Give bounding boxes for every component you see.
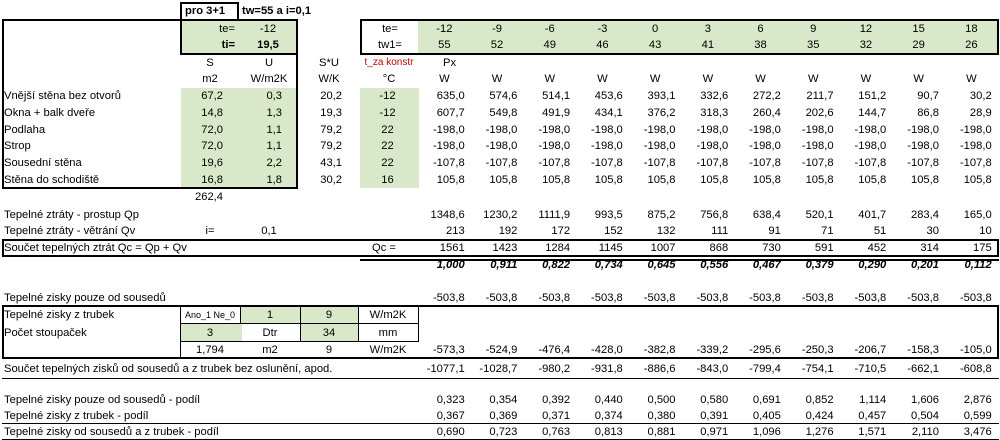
tw1-col-0: 55 (438, 39, 451, 51)
qv-value: 30 (926, 225, 939, 237)
gain-total-value: -799,4 (749, 363, 781, 375)
gain-neighbors-value: -503,8 (854, 292, 887, 304)
component-value: -107,8 (749, 157, 781, 170)
unit-W-col-0: W (439, 73, 450, 85)
share-pipes-value: 0,504 (910, 410, 939, 422)
share-total-value: 0,723 (489, 426, 518, 438)
component-value: 607,7 (436, 106, 465, 119)
qv-value: 10 (979, 225, 992, 237)
share-pipes-value: 0,457 (858, 410, 887, 422)
component-value: -198,0 (591, 123, 623, 136)
qv-value: 213 (446, 225, 465, 237)
qv-value: 71 (821, 225, 834, 237)
tw1-col-10: 26 (965, 39, 978, 51)
component-SU: 20,2 (320, 90, 342, 102)
qc-value: 1561 (439, 242, 465, 254)
te-row-label: te= (382, 23, 398, 35)
tw1-row-label: tw1= (378, 39, 402, 51)
component-value: -198,0 (959, 140, 992, 153)
header-U: U (264, 57, 274, 69)
component-S: 67,2 (201, 90, 223, 102)
gain-neighbors-value: -503,8 (801, 292, 834, 304)
component-value: -198,0 (643, 123, 676, 136)
qc-value: 591 (814, 242, 834, 254)
component-U: 1,1 (266, 123, 282, 136)
qp-value: 1348,6 (430, 209, 465, 221)
component-SU: 43,1 (320, 157, 342, 170)
share-neighbors-value: 0,354 (489, 394, 518, 406)
component-value: -198,0 (485, 140, 518, 153)
component-value: 260,4 (752, 106, 781, 119)
component-name: Sousední stěna (4, 157, 82, 170)
ratio-value: 0,201 (910, 259, 939, 271)
pipe-area-unit: m2 (262, 344, 278, 356)
component-S: 16,8 (201, 174, 223, 186)
component-value: -198,0 (538, 123, 571, 136)
component-value: -198,0 (696, 140, 729, 153)
share-total-value: 0,690 (436, 426, 465, 438)
component-value: 332,6 (700, 90, 729, 102)
gain-total-underline (2, 378, 999, 379)
share-neighbors-value: 2,876 (963, 394, 992, 406)
component-value: 90,7 (917, 90, 939, 102)
qv-i-label: i= (205, 225, 215, 237)
risers-value: 3 (206, 327, 214, 339)
qc-label: Součet tepelných ztrát Qc = Qp + Qv (4, 242, 187, 254)
dtr-unit: mm (378, 327, 398, 339)
share-total-value: 1,276 (805, 426, 834, 438)
unit-W-col-4: W (649, 73, 661, 85)
component-SU: 79,2 (320, 140, 342, 153)
component-value: -107,8 (432, 157, 465, 170)
unit-W-col-1: W (491, 73, 503, 85)
component-value: -198,0 (854, 140, 887, 153)
tw1-col-4: 43 (648, 39, 662, 51)
component-name: Podlaha (4, 123, 46, 136)
pipe-heat2-value: 9 (325, 344, 333, 356)
component-t: 22 (381, 157, 394, 170)
component-value: -198,0 (749, 140, 781, 153)
ratio-value: 0,290 (858, 259, 887, 271)
unit-W-col-6: W (755, 73, 766, 85)
gain-neighbors-value: -503,8 (643, 292, 676, 304)
component-S: 72,0 (201, 140, 223, 153)
component-value: 105,8 (647, 174, 676, 186)
pipes-value: -158,3 (907, 344, 939, 356)
component-t: 22 (381, 140, 394, 153)
qv-label: Tepelné ztráty - větrání Qv (4, 225, 136, 237)
component-value: 144,7 (858, 106, 887, 119)
component-value: 105,8 (858, 174, 887, 186)
te-col-2: -6 (544, 23, 555, 35)
component-value: 318,3 (700, 106, 729, 119)
header-Px: Px (443, 57, 457, 69)
qc-value: 1007 (650, 242, 676, 254)
gain-neighbors-value: -503,8 (696, 292, 729, 304)
tw1-col-8: 32 (859, 39, 873, 51)
component-value: 453,6 (594, 90, 623, 102)
share-total-value: 1,571 (858, 426, 887, 438)
share-neighbors-value: 0,392 (542, 394, 571, 406)
pipes-value: -382,8 (643, 344, 676, 356)
ratio-value: 0,556 (700, 259, 729, 271)
component-value: -198,0 (749, 123, 781, 136)
gain-neighbors-value: -503,8 (538, 292, 571, 304)
share-pipes-value: 0,374 (594, 410, 623, 422)
unit-W-col-8: W (860, 73, 872, 85)
ratio-value: 0,467 (752, 259, 781, 271)
component-value: 434,1 (594, 106, 623, 119)
header-tkonstr: t_za konstr (364, 57, 414, 68)
component-value: -107,8 (959, 157, 992, 170)
component-value: -198,0 (801, 140, 834, 153)
pipes-heat-unit: W/m2K (369, 309, 407, 321)
component-U: 1,3 (266, 106, 282, 119)
component-value: 105,8 (436, 174, 465, 186)
component-value: -198,0 (432, 123, 465, 136)
gain-total-value: -886,6 (643, 363, 676, 375)
component-value: -198,0 (485, 123, 518, 136)
component-value: 376,2 (647, 106, 676, 119)
pipe-area-value: 1,794 (196, 344, 224, 356)
share-pipes-value: 0,380 (647, 410, 676, 422)
qp-value: 165,0 (963, 209, 992, 221)
component-value: 105,8 (542, 174, 571, 186)
unit-W-col-5: W (702, 73, 714, 85)
component-value: -198,0 (959, 123, 992, 136)
te-col-0: -12 (436, 23, 453, 35)
gain-neighbors-value: -503,8 (591, 292, 623, 304)
gain-total-label: Součet tepelných zisků od sousedů a z trubek bez oslunění, apod. (4, 363, 333, 375)
qv-value: 172 (551, 225, 571, 237)
gain-total-value: -608,8 (959, 363, 992, 375)
component-value: -198,0 (907, 140, 939, 153)
ratio-value: 0,379 (805, 259, 834, 271)
te-design-label: te= (219, 23, 235, 35)
gain-neighbors-value: -503,8 (485, 292, 518, 304)
component-t: -12 (379, 106, 396, 119)
component-value: -198,0 (854, 123, 887, 136)
qv-value: 111 (711, 225, 729, 237)
component-U: 1,8 (266, 174, 282, 186)
ratio-value: 1,000 (436, 259, 465, 271)
case-note: tw=55 a i=0,1 (242, 5, 312, 17)
share-pipes-value: 0,369 (489, 410, 518, 422)
share-pipes-value: 0,405 (752, 410, 781, 422)
qp-value: 875,2 (647, 209, 676, 221)
component-value: 272,2 (752, 90, 781, 102)
qc-value: 452 (867, 242, 887, 254)
pipes-value: -250,3 (801, 344, 834, 356)
qv-i-value: 0,1 (261, 225, 277, 237)
share-total-value: 0,813 (594, 426, 623, 438)
component-S: 14,8 (201, 106, 223, 119)
component-value: -198,0 (801, 123, 834, 136)
component-value: -107,8 (591, 157, 623, 170)
qp-value: 638,4 (752, 209, 781, 221)
qc-value: 730 (762, 242, 781, 254)
tw1-col-7: 35 (807, 39, 820, 51)
share-neighbors-value: 0,323 (436, 394, 465, 406)
component-value: -198,0 (907, 123, 939, 136)
share-neighbors-value: 0,580 (700, 394, 729, 406)
component-SU: 30,2 (320, 174, 342, 186)
component-value: 202,6 (805, 106, 834, 119)
te-col-3: -3 (597, 23, 608, 35)
unit-W-col-9: W (913, 73, 924, 85)
gain-total-value: -980,2 (538, 363, 571, 375)
component-value: 105,8 (700, 174, 729, 186)
component-value: 549,8 (489, 106, 518, 119)
qc-value: 868 (709, 242, 729, 254)
component-t: -12 (379, 90, 396, 102)
pipes-value: -206,7 (854, 344, 887, 356)
component-value: 151,2 (858, 90, 887, 102)
pipes-value: -524,9 (485, 344, 518, 356)
unit-W-col-3: W (597, 73, 608, 85)
qv-value: 192 (498, 225, 518, 237)
unit-U: W/m2K (250, 73, 288, 85)
te-col-4: 0 (652, 23, 659, 35)
qc-value: 1145 (598, 242, 623, 254)
pipes-value: -573,3 (432, 344, 465, 356)
tw1-col-1: 52 (490, 39, 504, 51)
share-total-value: 0,971 (700, 426, 729, 438)
component-S: 72,0 (201, 123, 223, 136)
unit-W-col-10: W (966, 73, 977, 85)
qp-value: 401,7 (858, 209, 887, 221)
pipes-value: -339,2 (696, 344, 729, 356)
gain-total-value: -710,5 (854, 363, 887, 375)
pipes-row-line-1 (180, 323, 418, 324)
component-value: 105,8 (963, 174, 992, 186)
tw1-col-9: 29 (912, 39, 925, 51)
qv-value: 152 (604, 225, 623, 237)
component-SU: 19,3 (320, 106, 342, 119)
qc-value: 314 (920, 242, 939, 254)
ratio-value: 0,911 (490, 259, 518, 271)
ratio-value: 0,734 (594, 259, 623, 271)
dtr-label: Dtr (262, 327, 278, 339)
component-value: 28,9 (969, 106, 992, 119)
ratio-value: 0,112 (964, 259, 992, 271)
gain-neighbors-value: -503,8 (432, 292, 465, 304)
component-U: 1,1 (266, 140, 282, 153)
pipes-value: -105,0 (959, 344, 992, 356)
component-value: -107,8 (696, 157, 729, 170)
share-pipes-value: 0,367 (436, 410, 465, 422)
share-pipes-value: 0,371 (542, 410, 571, 422)
share-neighbors-label: Tepelné zisky pouze od sousedů - podíl (4, 394, 200, 406)
component-value: 635,0 (436, 90, 465, 102)
component-value: -198,0 (591, 140, 623, 153)
component-value: -198,0 (696, 123, 729, 136)
gain-neighbors-label: Tepelné zisky pouze od sousedů (4, 292, 166, 304)
component-value: -107,8 (538, 157, 571, 170)
component-name: Vnější stěna bez otvorů (4, 90, 121, 102)
component-value: 105,8 (805, 174, 834, 186)
component-U: 0,3 (266, 90, 282, 102)
share-pipes-value: 0,391 (700, 410, 729, 422)
component-S: 19,6 (201, 157, 223, 170)
pipes-value: -428,0 (591, 344, 623, 356)
unit-S: m2 (202, 73, 218, 85)
component-value: 105,8 (489, 174, 518, 186)
unit-SU: W/K (318, 73, 340, 85)
gain-total-value: -843,0 (696, 363, 729, 375)
component-value: 105,8 (752, 174, 781, 186)
te-col-10: 18 (965, 23, 978, 35)
pipes-option-label: Ano_1 Ne_0 (184, 310, 236, 320)
gain-total-value: -1028,7 (479, 363, 518, 375)
share-total-value: 2,110 (911, 426, 939, 438)
gain-total-value: -662,1 (907, 363, 939, 375)
tw1-col-3: 46 (596, 39, 609, 51)
pipes-heat-value: 9 (325, 309, 333, 321)
component-value: 105,8 (910, 174, 939, 186)
component-value: 105,8 (594, 174, 623, 186)
component-value: -198,0 (643, 140, 676, 153)
gain-neighbors-value: -503,8 (907, 292, 939, 304)
te-design-value: -12 (259, 23, 277, 35)
unit-W-col-2: W (544, 73, 556, 85)
gain-neighbors-value: -503,8 (749, 292, 781, 304)
ti-design-value: 19,5 (257, 39, 279, 51)
component-value: -107,8 (907, 157, 939, 170)
qc-equals-label: Qc = (372, 242, 396, 254)
qv-value: 132 (656, 225, 676, 237)
component-value: 30,2 (969, 90, 992, 102)
share-neighbors-value: 0,691 (752, 394, 781, 406)
component-value: -107,8 (801, 157, 834, 170)
component-value: 514,1 (542, 90, 571, 102)
dtr-value: 34 (322, 327, 336, 339)
share-total-value: 3,476 (963, 426, 992, 438)
component-name: Okna + balk dveře (4, 106, 96, 119)
ratio-value: 0,822 (542, 259, 571, 271)
component-t: 16 (381, 174, 394, 186)
share-neighbors-value: 0,500 (647, 394, 676, 406)
case-title: pro 3+1 (185, 5, 226, 17)
header-SU: S*U (319, 57, 339, 69)
qp-value: 520,1 (805, 209, 834, 221)
te-col-9: 15 (912, 23, 925, 35)
risers-label: Počet stoupaček (4, 327, 87, 339)
qp-value: 993,5 (594, 209, 623, 221)
component-value: 574,6 (489, 90, 518, 102)
component-name: Strop (4, 140, 31, 153)
pipes-value: -295,6 (749, 344, 781, 356)
te-col-5: 3 (704, 23, 711, 35)
component-value: -198,0 (432, 140, 465, 153)
gain-total-value: -931,8 (591, 363, 623, 375)
component-SU: 79,2 (320, 123, 342, 136)
share-neighbors-value: 0,440 (594, 394, 623, 406)
gain-total-value: -1077,1 (426, 363, 465, 375)
share-neighbors-value: 0,852 (805, 394, 834, 406)
ratio-value: 0,645 (647, 259, 676, 271)
pipes-label: Tepelné zisky z trubek (4, 309, 115, 321)
qp-value: 283,4 (910, 209, 939, 221)
component-value: 491,9 (542, 106, 571, 119)
component-value: 211,7 (806, 90, 834, 102)
component-value: -107,8 (485, 157, 518, 170)
qc-value: 1284 (545, 242, 571, 254)
share-neighbors-value: 1,114 (859, 394, 887, 406)
qv-value: 91 (768, 225, 781, 237)
tw1-col-6: 38 (754, 39, 767, 51)
header-S: S (206, 57, 214, 69)
pipes-option-value: 1 (266, 309, 274, 321)
unit-t: °C (382, 73, 396, 85)
share-neighbors-value: 1,606 (910, 394, 939, 406)
qp-label: Tepelné ztráty - prostup Qp (4, 209, 139, 221)
qp-value: 1111,9 (538, 209, 571, 221)
qc-value: 1423 (492, 242, 518, 254)
area-total: 262,4 (195, 191, 223, 203)
tw1-col-5: 41 (701, 39, 715, 51)
component-value: -198,0 (538, 140, 571, 153)
te-col-1: -9 (492, 23, 502, 35)
component-t: 22 (381, 123, 394, 136)
component-value: 393,1 (647, 90, 676, 102)
share-pipes-value: 0,599 (963, 410, 992, 422)
gain-total-value: -754,1 (801, 363, 834, 375)
component-name: Stěna do schodiště (4, 174, 100, 186)
share-total-value: 0,763 (542, 426, 571, 438)
share-pipes-label: Tepelné zisky z trubek - podíl (4, 410, 149, 422)
qp-value: 756,8 (700, 209, 729, 221)
tw1-col-2: 49 (543, 39, 556, 51)
component-value: -107,8 (854, 157, 887, 170)
unit-W-col-7: W (807, 73, 819, 85)
qc-value: 175 (973, 242, 992, 254)
pipes-value: -476,4 (538, 344, 571, 356)
share-total-value: 0,881 (647, 426, 676, 438)
te-col-8: 12 (859, 23, 873, 35)
pipes-unit-divider (418, 306, 419, 342)
component-value: -107,8 (643, 157, 676, 170)
share-total-value: 1,096 (752, 426, 781, 438)
qp-value: 1230,2 (483, 209, 518, 221)
te-col-6: 6 (757, 23, 764, 35)
component-U: 2,2 (266, 157, 282, 170)
share-total-label: Tepelné zisky od sousedů a z trubek - podíl (4, 426, 219, 438)
gain-neighbors-value: -503,8 (959, 292, 992, 304)
pipe-heat2-unit: W/m2K (369, 344, 407, 356)
ti-design-label: ti= (221, 39, 235, 51)
component-value: 86,8 (917, 106, 939, 119)
share-pipes-value: 0,424 (805, 410, 834, 422)
qv-value: 51 (873, 225, 887, 237)
te-col-7: 9 (810, 23, 817, 35)
